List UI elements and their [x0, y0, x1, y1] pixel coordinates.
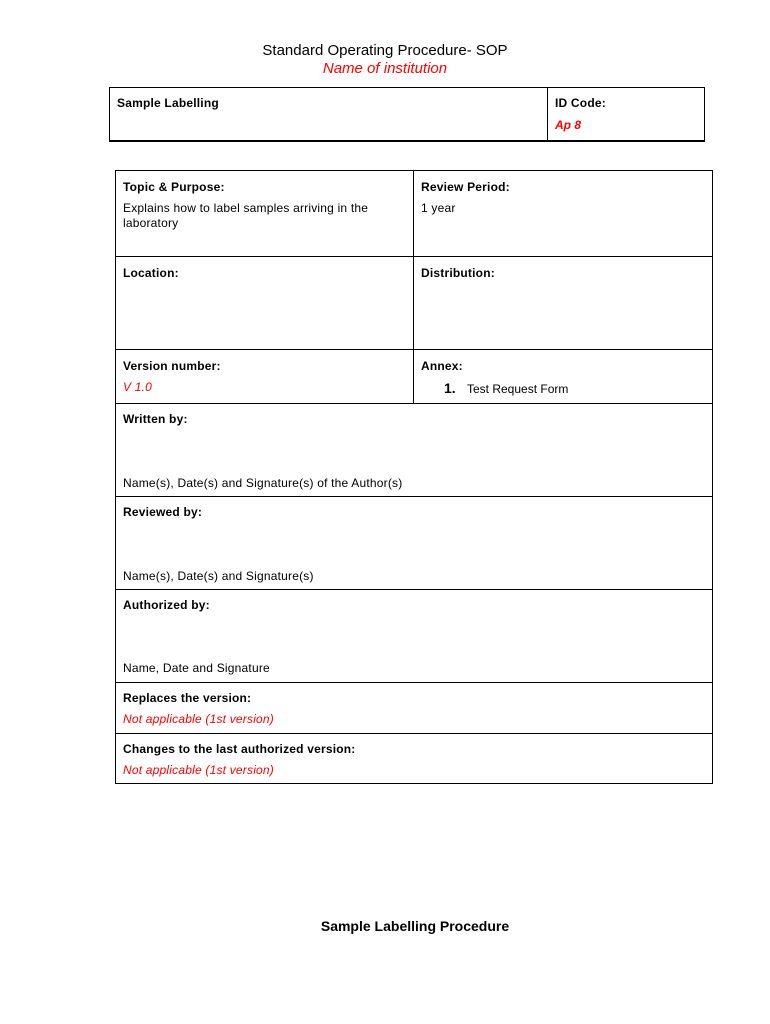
- sop-name-cell: [110, 88, 548, 140]
- topic-label: Topic & Purpose:: [123, 180, 225, 194]
- written-by-label: Written by:: [123, 412, 188, 426]
- authorized-by-label: Authorized by:: [123, 598, 210, 612]
- annex-item-number: 1.: [444, 380, 456, 396]
- topic-cell: [116, 171, 414, 256]
- sop-info-table: [115, 170, 713, 784]
- replaces-cell: [116, 683, 712, 733]
- distribution-label: Distribution:: [421, 266, 495, 280]
- changes-cell: [116, 734, 712, 784]
- annex-label: Annex:: [421, 359, 463, 373]
- version-label: Version number:: [123, 359, 221, 373]
- id-code-value: Ap 8: [555, 118, 582, 132]
- table-row: [116, 350, 712, 404]
- version-value: V 1.0: [123, 380, 153, 394]
- review-label: Review Period:: [421, 180, 510, 194]
- table-row: [116, 590, 712, 683]
- id-box: [109, 87, 705, 142]
- reviewed-by-label: Reviewed by:: [123, 505, 203, 519]
- written-by-value: Name(s), Date(s) and Signature(s) of the Author(s): [123, 476, 403, 490]
- table-row: [116, 257, 712, 350]
- institution-name: Name of institution: [322, 60, 448, 77]
- review-value: 1 year: [421, 201, 456, 215]
- table-row: [116, 404, 712, 497]
- version-cell: [116, 350, 414, 403]
- document-title: Standard Operating Procedure- SOP: [262, 42, 508, 59]
- table-row: [116, 171, 712, 257]
- replaces-label: Replaces the version:: [123, 691, 252, 705]
- distribution-cell: [414, 257, 712, 349]
- written-by-cell: [116, 404, 712, 496]
- table-row: [116, 683, 712, 734]
- annex-cell: [414, 350, 712, 403]
- table-row: [116, 734, 712, 784]
- changes-label: Changes to the last authorized version:: [123, 742, 356, 756]
- sop-name: Sample Labelling: [117, 96, 219, 110]
- reviewed-by-cell: [116, 497, 712, 589]
- table-row: [116, 497, 712, 590]
- location-label: Location:: [123, 266, 179, 280]
- procedure-title: Sample Labelling Procedure: [320, 918, 510, 934]
- reviewed-by-value: Name(s), Date(s) and Signature(s): [123, 569, 314, 583]
- location-cell: [116, 257, 414, 349]
- topic-value: Explains how to label samples arriving in the laboratory: [123, 201, 369, 230]
- id-code-label: ID Code:: [555, 96, 606, 110]
- changes-value: Not applicable (1st version): [123, 763, 275, 777]
- review-cell: [414, 171, 712, 256]
- annex-item: Test Request Form: [467, 382, 569, 396]
- replaces-value: Not applicable (1st version): [123, 712, 275, 726]
- authorized-by-value: Name, Date and Signature: [123, 661, 270, 675]
- authorized-by-cell: [116, 590, 712, 682]
